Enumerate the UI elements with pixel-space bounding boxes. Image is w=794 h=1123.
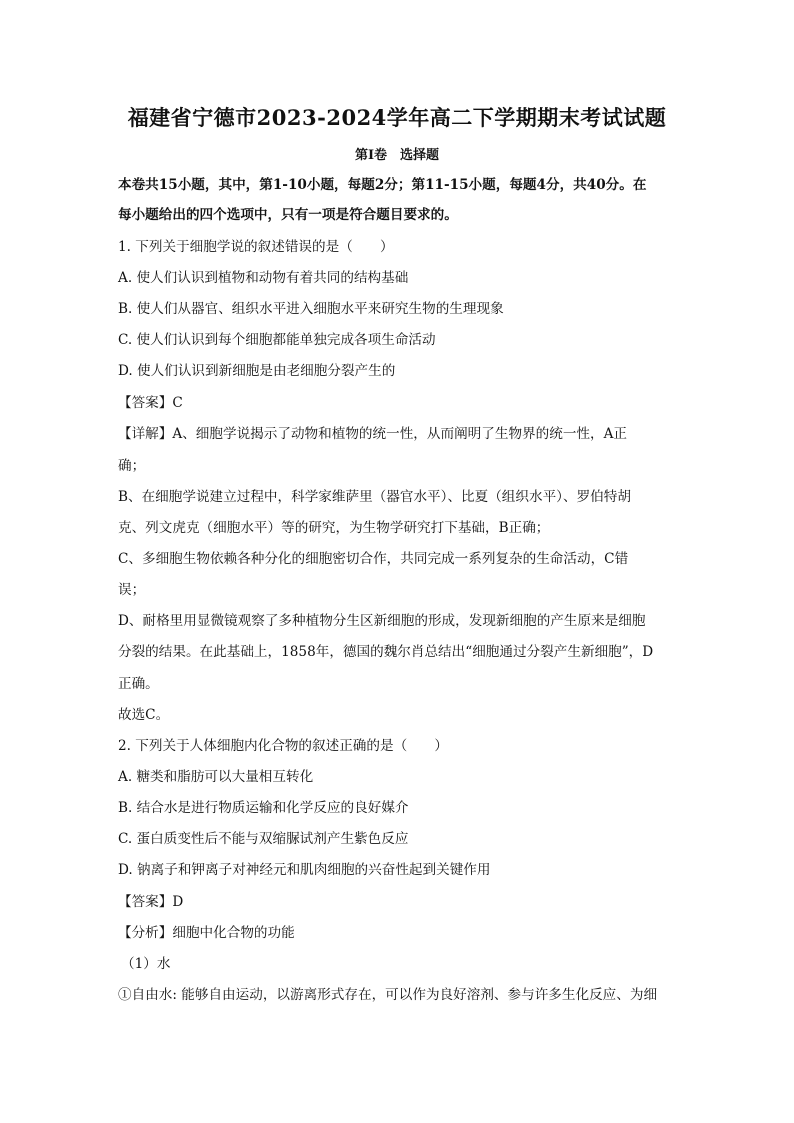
q1-option-d: D. 使人们认识到新细胞是由老细胞分裂产生的 [118, 363, 396, 379]
instructions-line-2: 每小题给出的四个选项中，只有一项是符合题目要求的。 [118, 207, 458, 223]
q1-explanation-line: 克、列文虎克（细胞水平）等的研究，为生物学研究打下基础，B正确； [118, 520, 550, 536]
q2-answer: 【答案】D [118, 894, 184, 910]
q1-option-a: A. 使人们认识到植物和动物有着共同的结构基础 [118, 270, 409, 286]
q1-option-b: B. 使人们从器官、组织水平进入细胞水平来研究生物的生理现象 [118, 301, 504, 317]
q2-stem: 2. 下列关于人体细胞内化合物的叙述正确的是（ ） [118, 738, 448, 754]
q1-answer: 【答案】C [118, 395, 183, 411]
q2-option-a: A. 糖类和脂肪可以大量相互转化 [118, 769, 314, 785]
q2-option-d: D. 钠离子和钾离子对神经元和肌肉细胞的兴奋性起到关键作用 [118, 862, 491, 878]
page-title: 福建省宁德市2023-2024学年高二下学期期末考试试题 [127, 105, 667, 130]
q2-option-c: C. 蛋白质变性后不能与双缩脲试剂产生紫色反应 [118, 831, 409, 847]
q2-analysis-subheading: （1）水 [121, 956, 171, 972]
q2-option-b: B. 结合水是进行物质运输和化学反应的良好媒介 [118, 800, 409, 816]
instructions-line-1: 本卷共15小题，其中，第1-10小题，每题2分；第11-15小题，每题4分，共40分。在 [118, 177, 647, 193]
q1-explanation-line: 确； [118, 458, 146, 474]
q1-explanation-line: D、耐格里用显微镜观察了多种植物分生区新细胞的形成，发现新细胞的产生原来是细胞 [118, 613, 646, 629]
q1-conclusion: 故选C。 [118, 707, 170, 723]
section-subtitle: 第I卷 选择题 [354, 148, 440, 163]
q1-explanation-line: 误； [118, 582, 146, 598]
q1-explanation-line: 【详解】A、细胞学说揭示了动物和植物的统一性，从而阐明了生物界的统一性，A正 [118, 426, 628, 442]
q1-explanation-line: 分裂的结果。在此基础上，1858年，德国的魏尔肖总结出“细胞通过分裂产生新细胞”，D [118, 644, 654, 660]
q2-analysis-line: ①自由水: 能够自由运动，以游离形式存在，可以作为良好溶剂、参与许多生化反应、为细 [118, 987, 658, 1003]
q1-explanation-line: B、在细胞学说建立过程中，科学家维萨里（器官水平）、比夏（组织水平）、罗伯特胡 [118, 489, 631, 505]
q1-stem: 1. 下列关于细胞学说的叙述错误的是（ ） [118, 239, 394, 255]
q2-analysis-heading: 【分析】细胞中化合物的功能 [118, 925, 295, 941]
q1-explanation-line: C、多细胞生物依赖各种分化的细胞密切合作，共同完成一系列复杂的生命活动，C错 [118, 551, 629, 567]
q1-explanation-line: 正确。 [118, 676, 159, 692]
q1-option-c: C. 使人们认识到每个细胞都能单独完成各项生命活动 [118, 332, 436, 348]
